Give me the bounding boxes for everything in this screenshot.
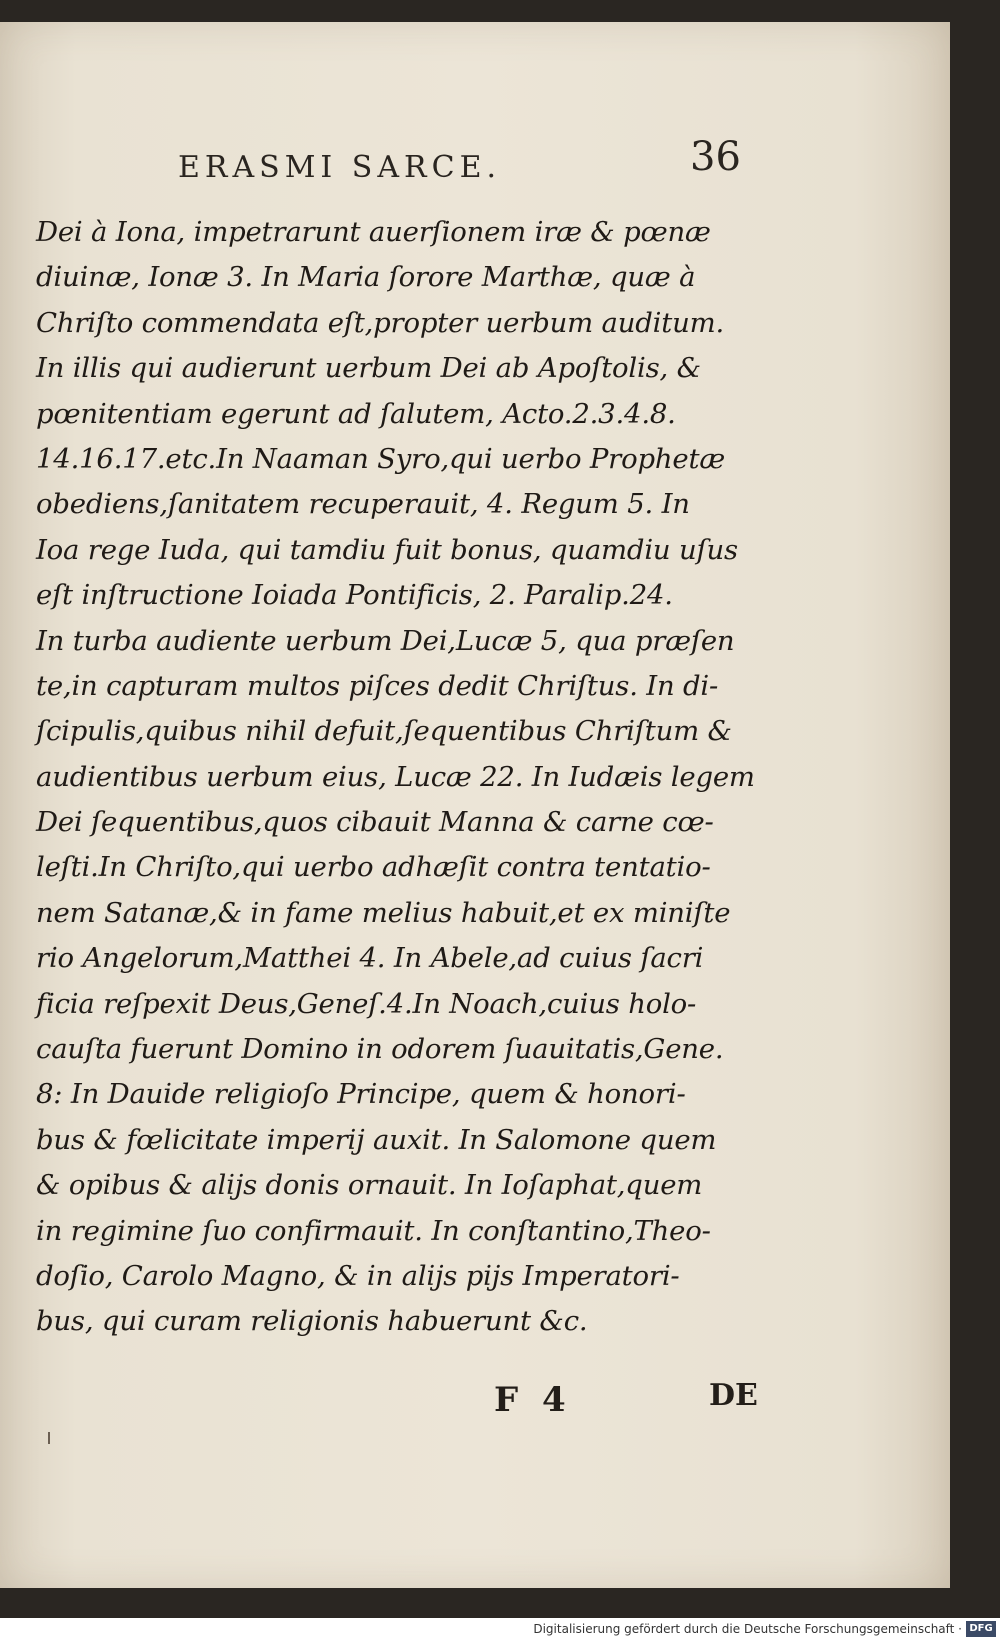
text-line: cauſta fuerunt Domino in odorem ſuauitatis,Gene. — [36, 1033, 724, 1066]
body-text — [36, 210, 766, 1345]
page-number: 36 — [690, 134, 741, 180]
signature-mark: F 4 — [494, 1380, 572, 1420]
text-line: bus, qui curam religionis habuerunt &c. — [36, 1305, 588, 1338]
text-line: Ioa rege Iuda, qui tamdiu fuit bonus, quamdiu uſus — [36, 533, 738, 566]
text-line: te,in capturam multos piſces dedit Chriſtus. In di- — [36, 669, 719, 702]
catchword: DE — [709, 1378, 758, 1413]
text-line: doſio, Carolo Magno, & in alijs pijs Imperatori- — [36, 1259, 680, 1292]
funding-notice: Digitalisierung gefördert durch die Deutsche Forschungsgemeinschaft · — [533, 1622, 962, 1636]
text-line: pœnitentiam egerunt ad ſalutem, Acto.2.3.4.8. — [36, 397, 676, 430]
text-line: Chriſto commendata eſt,propter uerbum auditum. — [36, 306, 725, 339]
running-head: ERASMI SARCE. — [178, 150, 502, 185]
text-line: rio Angelorum,Matthei 4. In Abele,ad cuius ſacri — [36, 942, 704, 975]
text-line: In illis qui audierunt uerbum Dei ab Apoſtolis, & — [36, 352, 701, 385]
text-line: ſcipulis,quibus nihil defuit,ſequentibus Chriſtum & — [36, 715, 732, 748]
footer-bar — [0, 1618, 1000, 1641]
text-line: 8: In Dauide religioſo Principe, quem & honori- — [36, 1078, 686, 1111]
text-line: diuinæ, Ionæ 3. In Maria ſorore Marthæ, quæ à — [36, 261, 696, 294]
text-line: nem Satanæ,& in fame melius habuit,et ex miniſte — [36, 896, 731, 929]
text-line: leſti.In Chriſto,qui uerbo adhæſit contra tentatio- — [36, 851, 711, 884]
text-line: obediens,ſanitatem recuperauit, 4. Regum 5. In — [36, 488, 690, 521]
text-line: 14.16.17.etc.In Naaman Syro,qui uerbo Prophetæ — [36, 442, 725, 475]
text-line: eſt inſtructione Ioiada Pontificis, 2. Paralip.24. — [36, 579, 673, 612]
text-line: in regimine ſuo confirmauit. In conſtantino,Theo- — [36, 1214, 711, 1247]
text-line: bus & fœlicitate imperij auxit. In Salomone quem — [36, 1123, 717, 1156]
text-line: Dei ſequentibus,quos cibauit Manna & carne cœ- — [36, 806, 714, 839]
margin-tick — [48, 1432, 50, 1444]
text-line: In turba audiente uerbum Dei,Lucæ 5, qua præſen — [36, 624, 735, 657]
text-line: ficia reſpexit Deus,Geneſ.4.In Noach,cuius holo- — [36, 987, 697, 1020]
text-line: audientibus uerbum eius, Lucæ 22. In Iudæis legem — [36, 760, 755, 793]
text-line: & opibus & alijs donis ornauit. In Ioſaphat,quem — [36, 1169, 703, 1202]
dfg-logo: DFG — [966, 1621, 996, 1637]
text-line: Dei à Iona, impetrarunt auerſionem iræ & pœnæ — [36, 216, 711, 248]
book-page — [0, 22, 950, 1588]
